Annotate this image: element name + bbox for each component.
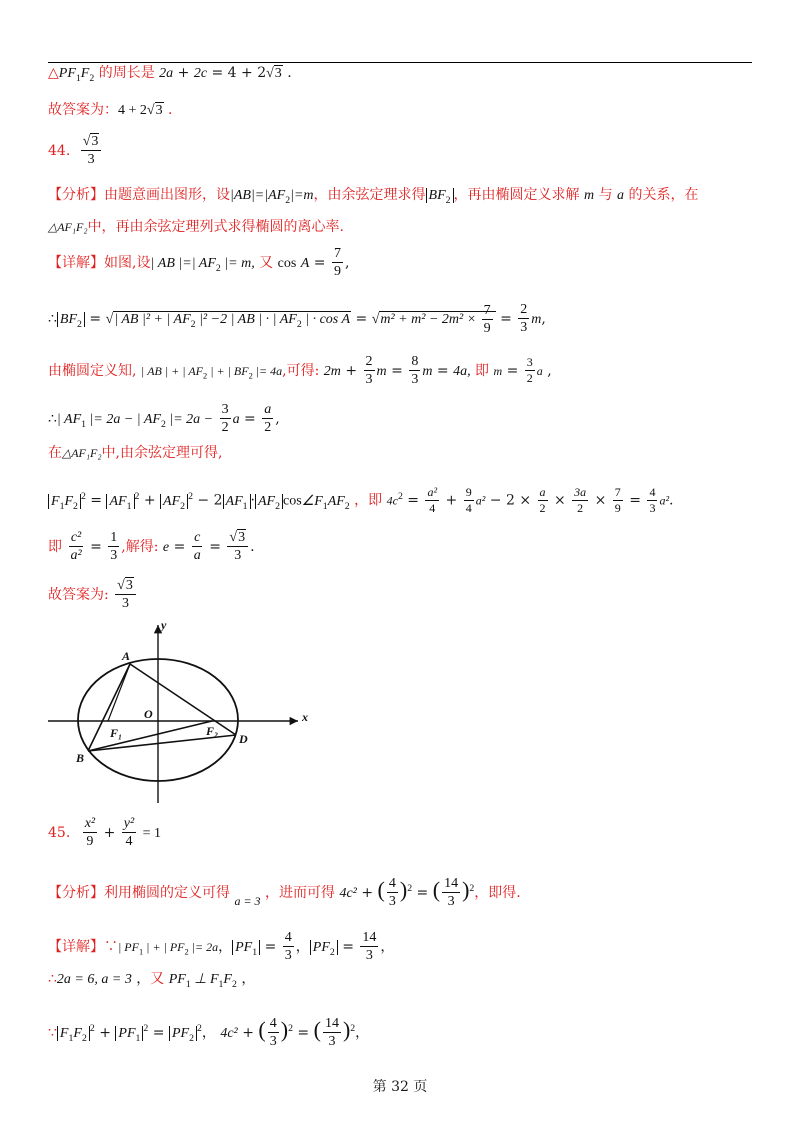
label-a: A: [122, 649, 131, 663]
q44-detail-line-3: 由椭圆定义知, | AB | + | $AF_2$ | + | $BF_2$ |= 4a,可得: 2m + $\frac{2}{3}$ m = $\frac{8}{3}$ m = 4a, 即 m = $\frac{3}{2}$ a ,: [48, 354, 552, 388]
q45-header: 45. $\frac{\text{x²}}{9}$ + $\frac{\text{y²}}{4}$ = 1: [48, 816, 162, 850]
q45-detail-line-3: ∵ $F_1F_2^2 + PF_1^2 = PF_2^2$， 4c² + ( $\frac{4}{3}$ )$^2$ = ( $\frac{14}{3}$ )$^2$，: [48, 1016, 370, 1050]
q45-number: 45.: [48, 824, 71, 841]
analysis-tag-45: 【分析】: [48, 884, 104, 901]
label-b: B: [76, 751, 85, 765]
label-y: y: [161, 618, 167, 632]
q45-detail-line-2: ∴2a = 6, a = 3 ，又 $PF_1$ ⊥ $F_1F_2$ ，: [48, 971, 256, 990]
answer-43: 故答案为：4 + 2√3 .: [48, 102, 173, 118]
detail-tag: 【详解】: [48, 254, 104, 271]
label-o: O: [144, 707, 153, 721]
q44-analysis-2: △AF₁F₂中，再由余弦定理列式求得椭圆的离心率.: [48, 219, 345, 235]
label-x: x: [302, 710, 308, 724]
detail-tag-45: 【详解】: [48, 938, 104, 955]
page-footer: 第 32 页: [372, 1079, 428, 1095]
q45-detail-line-1: 【详解】∵| $PF_1$ | + | $PF_2$ |= 2a， $PF_1$ = $\frac{4}{3}$ ， $PF_2$ = $\frac{14}{3}$ ，: [48, 930, 395, 964]
label-f2: F₂: [206, 724, 219, 738]
q44-detail-line-4: ∴| $AF_1$ |= 2a − | $AF_2$ |= 2a − $\frac{3}{2}$ a = $\frac{a}{2}$ ,: [48, 402, 280, 436]
label-f1: F₁: [110, 726, 123, 740]
q44-detail-line-2: ∴ $BF_2$ = √| AB |² + | $AF_2$ |² −2 | AB | · | $AF_2$ | · cos A = √m² + m² − 2m² × $\frac{7}{9}$ = $\frac{2}{3}$ m,: [48, 302, 546, 337]
q44-header: 44. $\frac{√3}{3}$: [48, 134, 103, 168]
segment-bf2: [88, 721, 212, 751]
perimeter-line: $\triangle PF_1F_2$ 的周长是 2a + 2c = 4 + 2√3 .: [48, 65, 292, 84]
q44-detail-line-5: 在△AF₁F₂中,由余弦定理可得,: [48, 445, 223, 461]
label-d: D: [239, 732, 248, 746]
segment-ad: [130, 664, 236, 735]
header-rule: [48, 62, 752, 63]
q44-detail-line-8: 故答案为: $\frac{√3}{3}$: [48, 578, 138, 612]
q45-analysis: 【分析】利用椭圆的定义可得 a = 3 ，进而可得 4c² + ( $\frac{4}{3}$ )$^2$ = ( $\frac{14}{3}$ )$^2$，即得.: [48, 876, 521, 910]
analysis-tag: 【分析】: [48, 187, 104, 203]
ellipse-figure: [40, 615, 320, 810]
segment-af1: [108, 664, 130, 721]
q44-number: 44.: [48, 142, 71, 159]
q44-detail-line-1: 【详解】如图,设| AB |=| $AF_2$ |= m, 又 cos A = $\frac{7}{9}$ ,: [48, 246, 350, 280]
q44-analysis-1: 【分析】由题意画出图形，设$|AB|=|AF_2|=m$，由余弦定理求得 $BF_2$ ，再由椭圆定义求解 m 与 a 的关系，在: [48, 187, 699, 206]
q44-detail-line-6: $F_1F_2^2 = AF_1^2 + AF_2^2 - 2$ $AF_1 \cdot AF_2$ $\cos\angle F_1AF_2$ ，即 $4c^2$ = $\frac{\text{a²}}{4}$ + $\frac{9}{4}$ a² − 2 × $\frac{a}{2}$ × $\frac{3a}{2}$ × $\frac{7}{9}$ = $\frac{4}{3}$ a².: [48, 486, 674, 515]
segment-ab: [88, 664, 130, 751]
q44-detail-line-7: 即 $\frac{\text{c²}}{\text{a²}}$ = $\frac{1}{3}$ ,解得: e = $\frac{c}{a}$ = $\frac{√3}{3}$ .: [48, 530, 255, 564]
